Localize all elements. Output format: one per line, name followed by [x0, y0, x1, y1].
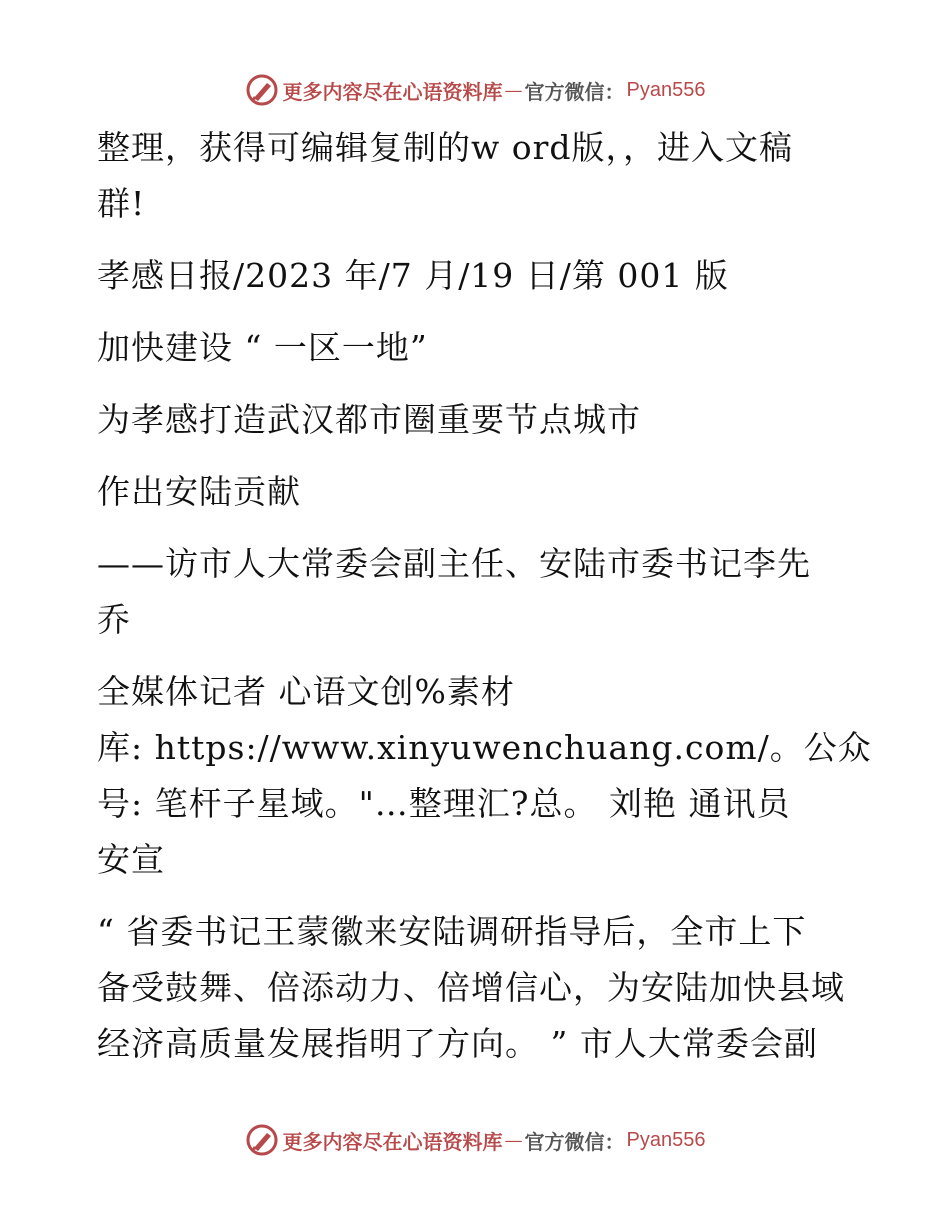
footer-watermark	[0, 1120, 950, 1160]
text-line: 群!	[97, 184, 146, 223]
pen-circle-logo-icon	[245, 73, 279, 107]
byline-line: 库: https://www.xinyuwenchuang.com/。公众	[97, 728, 872, 767]
byline-line: 安宣	[97, 840, 165, 879]
paragraph-line: 经济高质量发展指明了方向。 ” 市人大常委会副	[97, 1024, 818, 1063]
watermark-brand: 更多内容尽在心语资料库	[282, 1129, 503, 1154]
headline-line: 加快建设 “ 一区一地”	[97, 328, 428, 367]
document-body	[97, 120, 872, 1072]
watermark-account: Pyan556	[626, 78, 706, 101]
watermark-brand: 更多内容尽在心语资料库	[282, 79, 503, 104]
watermark-official-label: 官方微信：	[524, 1129, 625, 1154]
byline-line: 全媒体记者 心语文创%素材	[97, 672, 515, 711]
paragraph-line: 备受鼓舞、倍添动力、倍增信心，为安陆加快县域	[97, 968, 845, 1007]
watermark-dash: —	[504, 79, 523, 101]
byline-line: 号: 笔杆子星域。"…整理汇?总。 刘艳 通讯员	[97, 784, 791, 823]
watermark-official-label: 官方微信：	[524, 79, 625, 104]
subheadline-line: 乔	[97, 600, 131, 639]
header-watermark	[0, 70, 950, 110]
watermark-dash: —	[504, 1129, 523, 1151]
paragraph-line: “ 省委书记王蒙徽来安陆调研指导后，全市上下	[97, 912, 807, 951]
newspaper-source-line: 孝感日报/2023 年/7 月/19 日/第 001 版	[97, 256, 729, 295]
text-line: 整理，获得可编辑复制的w ord版，，进入文稿	[97, 128, 794, 167]
watermark-account: Pyan556	[626, 1128, 706, 1151]
pen-circle-logo-icon	[245, 1123, 279, 1157]
headline-line: 为孝感打造武汉都市圈重要节点城市	[97, 400, 641, 439]
headline-line: 作出安陆贡献	[97, 472, 301, 511]
subheadline-line: ——访市人大常委会副主任、安陆市委书记李先	[97, 544, 811, 583]
